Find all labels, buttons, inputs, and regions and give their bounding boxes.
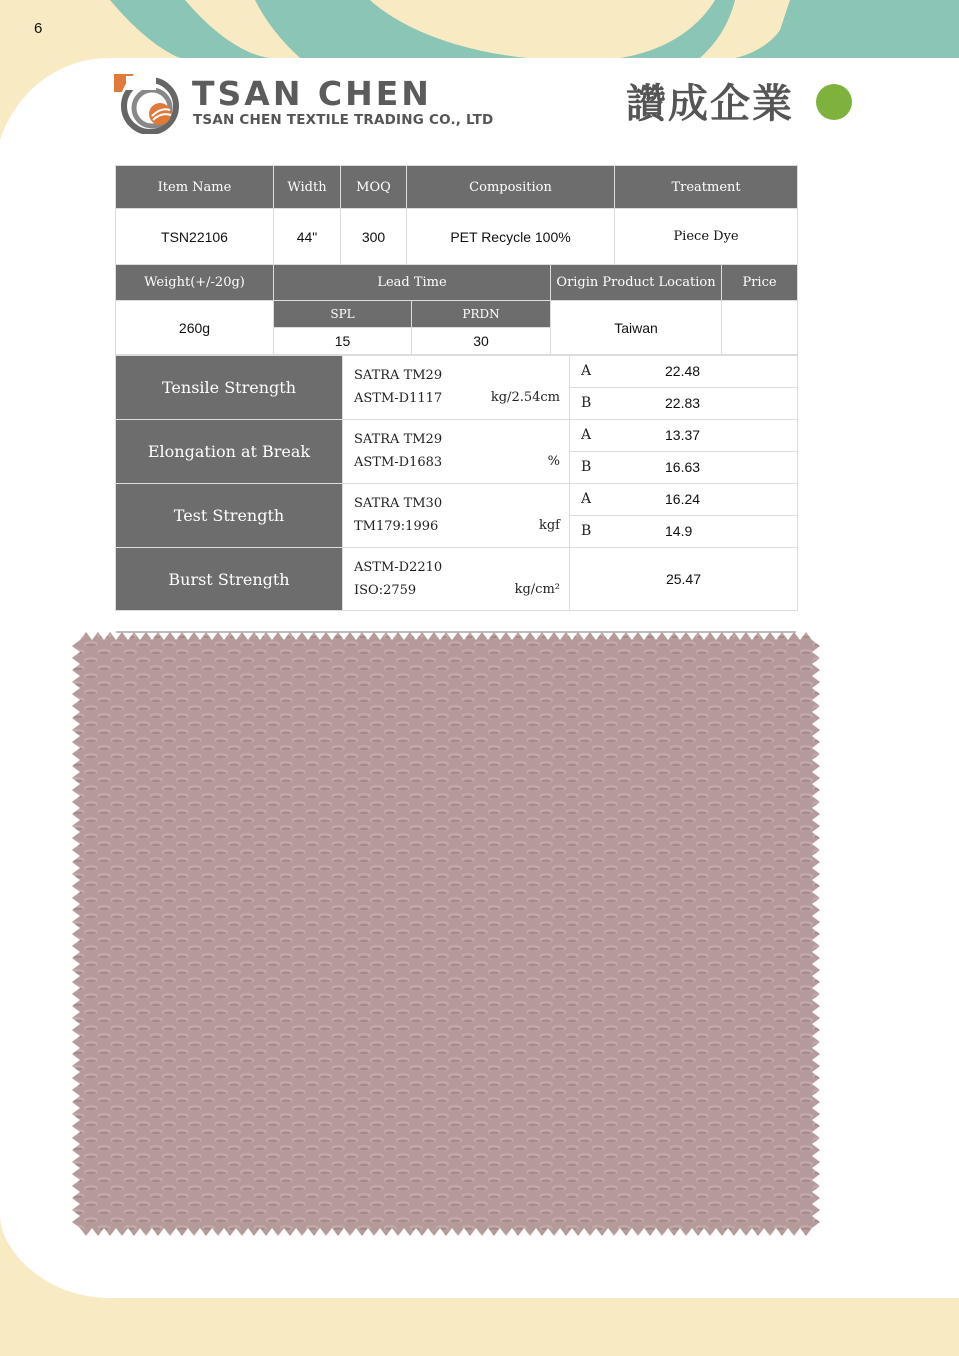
header-composition: Composition [407,166,615,209]
sample-key: A [581,491,592,507]
method-line-2: ISO:2759 [354,583,417,598]
pinked-edge-fabric-sample [72,632,820,1236]
result-a [570,356,798,388]
page-number: 6 [34,20,43,37]
test-method [343,484,570,548]
method-line-1: ASTM-D2210 [354,560,443,575]
header-lead-time: Lead Time [274,265,551,301]
test-label: Tensile Strength [116,356,343,420]
green-dot-icon [816,84,852,120]
tests-table [115,355,798,611]
sample-value: 22.48 [665,363,701,379]
result-b [570,388,798,420]
result-b [570,452,798,484]
test-method [343,548,570,611]
header-moq: MOQ [341,166,407,209]
unit-label: % [547,454,560,469]
header-spl: SPL [274,301,412,328]
unit-label: kg/cm² [514,582,560,597]
method-line-2: ASTM-D1117 [354,391,443,406]
brand-subtitle: TSAN CHEN TEXTILE TRADING CO., LTD [193,112,494,128]
method-line-1: SATRA TM30 [354,496,443,511]
price-value [722,301,798,355]
chinese-company-name: 讚成企業 [626,80,794,127]
sample-key: B [581,459,592,475]
burst-strength-value: 25.47 [570,548,798,611]
brand-name: TSAN CHEN [192,74,432,113]
result-b [570,516,798,548]
weight-value: 260g [116,301,274,355]
sample-key: A [581,427,592,443]
result-a [570,420,798,452]
item-name-value: TSN22106 [116,209,274,265]
sample-value: 16.24 [665,491,701,507]
test-method [343,420,570,484]
test-label: Burst Strength [116,548,343,611]
method-line-2: TM179:1996 [354,519,439,534]
sample-value: 14.9 [665,523,693,539]
header-width: Width [274,166,341,209]
composition-value: PET Recycle 100% [407,209,615,265]
result-a [570,484,798,516]
tsan-chen-swirl-logo [112,72,182,134]
method-line-1: SATRA TM29 [354,368,443,383]
spec-table [115,165,798,265]
sample-key: B [581,395,592,411]
test-method [343,356,570,420]
sample-key: B [581,523,592,539]
prdn-value: 30 [412,328,551,355]
header-weight: Weight(+/-20g) [116,265,274,301]
treatment-value: Piece Dye [615,209,798,265]
moq-value: 300 [341,209,407,265]
header-origin: Origin Product Location [551,265,722,301]
header-price: Price [722,265,798,301]
test-label: Test Strength [116,484,343,548]
unit-label: kg/2.54cm [490,390,560,405]
test-label: Elongation at Break [116,420,343,484]
origin-value: Taiwan [551,301,722,355]
header-item-name: Item Name [116,166,274,209]
sample-value: 22.83 [665,395,701,411]
sample-value: 13.37 [665,427,701,443]
sample-key: A [581,363,592,379]
method-line-2: ASTM-D1683 [354,455,443,470]
header-treatment: Treatment [615,166,798,209]
sample-value: 16.63 [665,459,701,475]
unit-label: kgf [538,518,560,533]
header-prdn: PRDN [412,301,551,328]
spec-table-2 [115,264,798,355]
method-line-1: SATRA TM29 [354,432,443,447]
width-value: 44" [274,209,341,265]
spl-value: 15 [274,328,412,355]
